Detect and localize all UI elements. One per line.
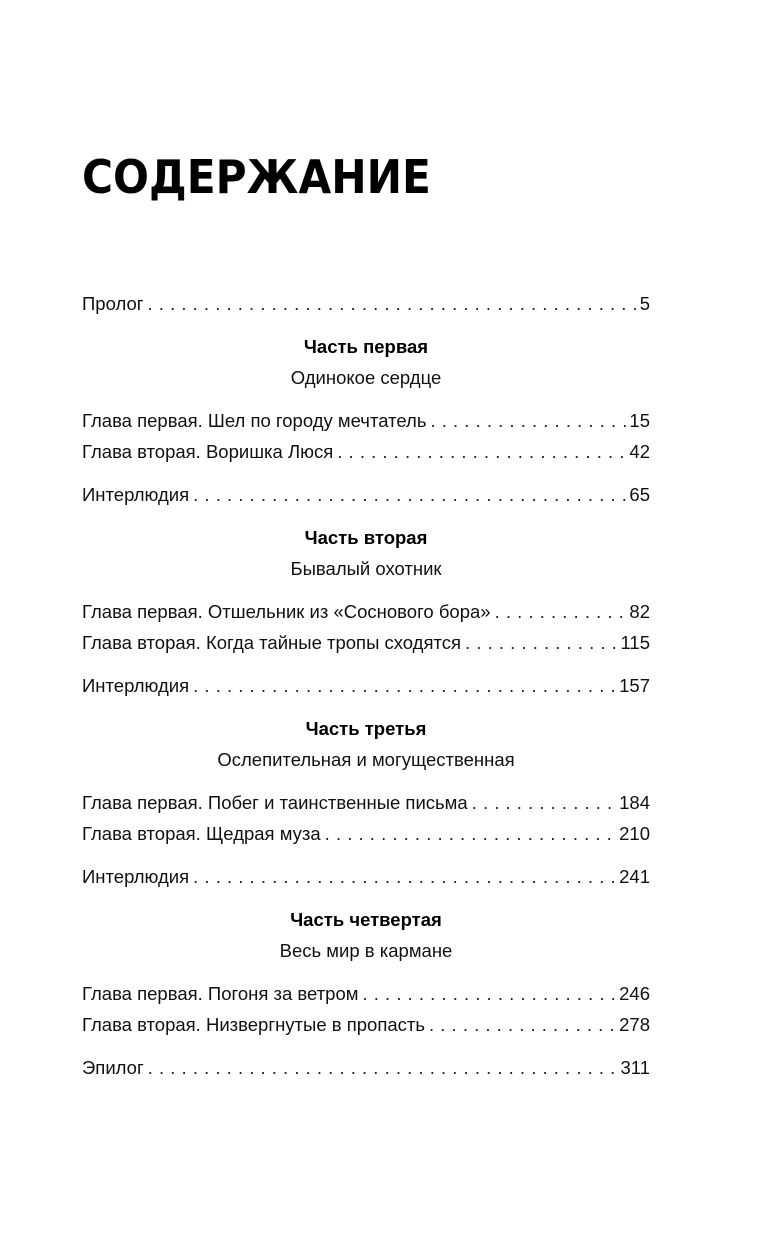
part-subtitle: Бывалый охотник: [290, 558, 442, 579]
entry-page-number: 241: [619, 866, 650, 887]
toc-entry-chapter: [82, 627, 650, 658]
dot-leader: [193, 861, 617, 892]
dot-leader: [193, 670, 617, 701]
toc-entry-chapter: [82, 978, 650, 1009]
toc-entry-chapter: [82, 596, 650, 627]
entry-label: Пролог: [82, 293, 144, 314]
toc-entry-prologue: [82, 288, 650, 319]
toc-entry-epilogue: [82, 1052, 650, 1083]
entry-label: Глава вторая. Воришка Люся: [82, 441, 334, 462]
entry-page-number: 82: [629, 601, 650, 622]
dot-leader: [362, 978, 617, 1009]
entry-label: Интерлюдия: [82, 866, 190, 887]
entry-page-number: 42: [629, 441, 650, 462]
dot-leader: [148, 288, 638, 319]
toc-entry-interlude: [82, 479, 650, 510]
part-heading: Часть четвертая: [290, 909, 442, 930]
entry-label: Глава первая. Побег и таинственные письма: [82, 792, 468, 813]
entry-page-number: 115: [620, 632, 650, 653]
entry-label: Эпилог: [82, 1057, 144, 1078]
entry-label: Глава первая. Погоня за ветром: [82, 983, 359, 1004]
entry-label: Глава вторая. Щедрая муза: [82, 823, 321, 844]
part-heading: Часть первая: [303, 336, 429, 357]
entry-page-number: 246: [619, 983, 650, 1004]
dot-leader: [325, 818, 617, 849]
entry-page-number: 157: [619, 675, 650, 696]
part-heading: Часть вторая: [304, 527, 428, 548]
toc-entry-chapter: [82, 1009, 650, 1040]
dot-leader: [429, 1009, 617, 1040]
dot-leader: [337, 436, 627, 467]
dot-leader: [472, 787, 617, 818]
dot-leader: [148, 1052, 619, 1083]
entry-label: Глава вторая. Когда тайные тропы сходятся: [82, 632, 462, 653]
dot-leader: [430, 405, 627, 436]
table-of-contents: [82, 288, 650, 1083]
dot-leader: [495, 596, 628, 627]
part-heading: Часть третья: [305, 718, 427, 739]
entry-label: Интерлюдия: [82, 675, 190, 696]
entry-label: Глава первая. Шел по городу мечтатель: [82, 410, 427, 431]
toc-entry-chapter: [82, 436, 650, 467]
entry-page-number: 15: [629, 410, 650, 431]
dot-leader: [193, 479, 627, 510]
entry-page-number: 311: [620, 1057, 650, 1078]
entry-label: Глава первая. Отшельник из «Соснового бора»: [82, 601, 491, 622]
toc-entry-chapter: [82, 405, 650, 436]
entry-label: Глава вторая. Низвергнутые в пропасть: [82, 1014, 425, 1035]
part-subtitle: Ослепительная и могущественная: [217, 749, 515, 770]
entry-page-number: 65: [629, 484, 650, 505]
entry-page-number: 184: [619, 792, 650, 813]
part-subtitle: Весь мир в кармане: [279, 940, 453, 961]
page-title: СОДЕРЖАНИЕ: [82, 150, 431, 204]
toc-entry-chapter: [82, 787, 650, 818]
toc-entry-chapter: [82, 818, 650, 849]
toc-entry-interlude: [82, 861, 650, 892]
part-subtitle: Одинокое сердце: [290, 367, 442, 388]
entry-page-number: 210: [619, 823, 650, 844]
dot-leader: [465, 627, 618, 658]
toc-entry-interlude: [82, 670, 650, 701]
entry-label: Интерлюдия: [82, 484, 190, 505]
entry-page-number: 5: [639, 293, 650, 314]
entry-page-number: 278: [619, 1014, 650, 1035]
